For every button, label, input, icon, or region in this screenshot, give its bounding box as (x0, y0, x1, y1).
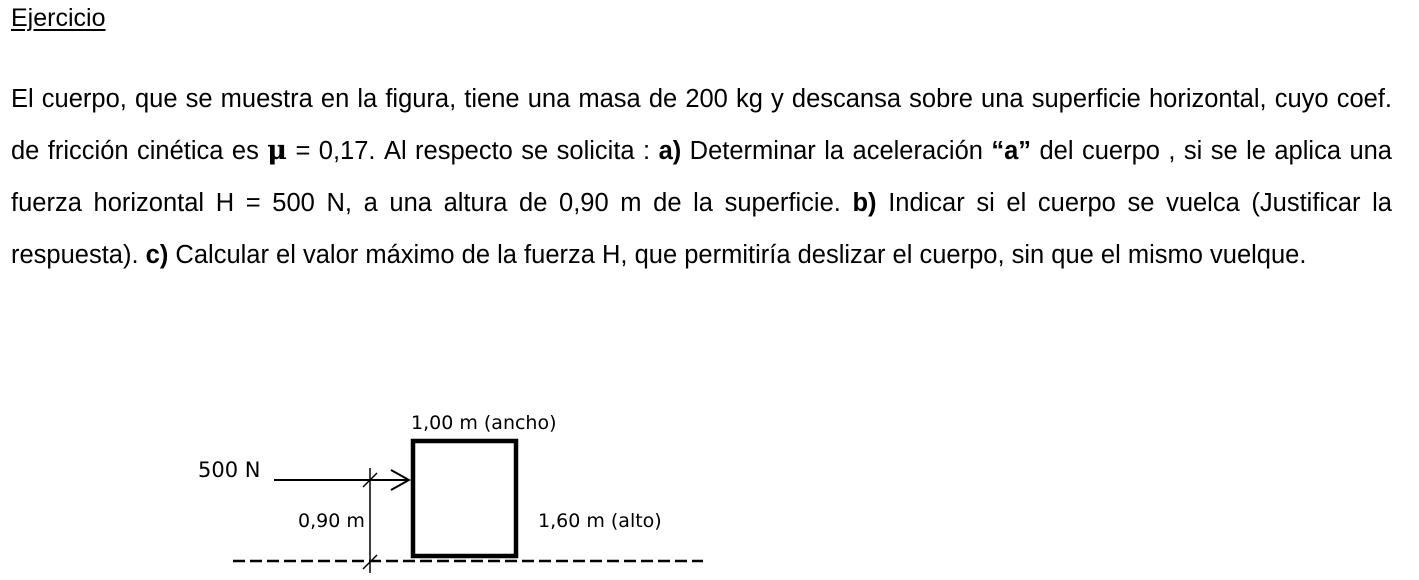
quoted-acceleration: “a” (991, 137, 1032, 165)
problem-text-1: El cuerpo, que se muestra en la figura, tiene una masa de 200 kg y descansa sobre una superficie horizontal, cuyo coef. de fricción cinética es (11, 85, 1392, 165)
width-label: 1,00 m (ancho) (411, 412, 557, 434)
part-a-label: a) (658, 137, 682, 165)
problem-text-4: del cuerpo , si se le aplica una fuerza horizontal H = 500 N, a una altura de 0,90 m de la superficie. (11, 137, 1392, 217)
force-label: 500 N (198, 458, 261, 482)
exercise-heading: Ejercicio (11, 4, 106, 32)
mu-symbol: μ (267, 135, 288, 166)
block-body (413, 441, 516, 556)
problem-text-6: Calcular el valor máximo de la fuerza H, que permitiría deslizar el cuerpo, sin que el mismo vuelque. (168, 241, 1307, 269)
part-b-label: b) (852, 189, 877, 217)
part-c-label: c) (145, 241, 169, 269)
problem-text-3: Determinar la aceleración (681, 137, 992, 165)
problem-text-5: Indicar si el cuerpo se vuelca (Justificar la respuesta). (11, 189, 1392, 269)
force-height-label: 0,90 m (298, 510, 365, 532)
problem-text-2: = 0,17. Al respecto se solicita : (287, 137, 659, 165)
height-label: 1,60 m (alto) (538, 510, 662, 532)
